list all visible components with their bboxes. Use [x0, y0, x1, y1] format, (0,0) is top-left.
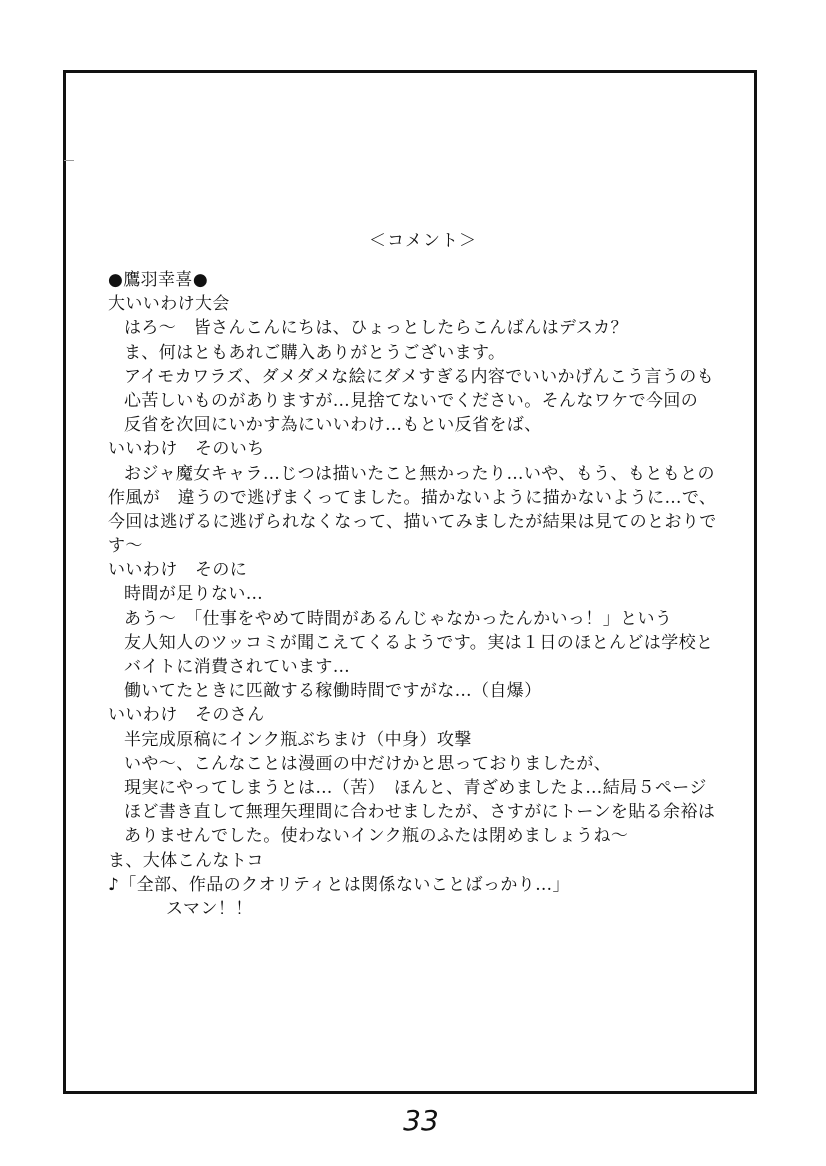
text-line: ●鷹羽幸喜● [108, 270, 209, 290]
text-line: 現実にやってしまうとは…（苦） ほんと、青ざめましたよ…結局５ページ [124, 777, 707, 798]
margin-mark [64, 160, 74, 161]
text-line: 今回は逃げるに逃げられなくなって、描いてみましたが結果は見てのとおりで [108, 511, 717, 532]
text-line: 反省を次回にいかす為にいいわけ…もとい反省をば、 [124, 415, 542, 436]
text-line: 働いてたときに匹敵する稼働時間ですがな…（自爆） [124, 681, 542, 702]
page-number: 33 [403, 1104, 439, 1137]
text-line: ほど書き直して無理矢理間に合わせましたが、さすがにトーンを貼る余裕は [124, 802, 716, 823]
text-line: 半完成原稿にインク瓶ぶちまけ（中身）攻撃 [124, 729, 472, 750]
text-line: 友人知人のツッコミが聞こえてくるようです。実は１日のほとんどは学校と [124, 632, 714, 653]
text-line: バイトに消費されています… [124, 657, 351, 677]
text-line: ♪「全部、作品のクオリティとは関係ないことばっかり…」 [108, 874, 570, 895]
text-line: す～ [108, 536, 143, 557]
text-line: あう～ 「仕事をやめて時間があるんじゃなかったんかいっ！」という [124, 608, 673, 629]
text-line: 心苦しいものがありますが…見捨てないでください。そんなワケで今回の [124, 390, 699, 411]
text-line: 時間が足りない… [124, 584, 264, 605]
text-line: いいわけ そのさん [108, 705, 265, 726]
text-line: アイモカワラズ、ダメダメな絵にダメすぎる内容でいいかげんこう言うのも [124, 366, 715, 387]
comment-heading: ＜コメント＞ [369, 231, 477, 251]
text-line: ま、何はともあれご購入ありがとうございます。 [124, 342, 506, 363]
text-line: いや～、こんなことは漫画の中だけかと思っておりましたが、 [124, 753, 612, 774]
text-line: おジャ魔女キャラ…じつは描いたこと無かったり…いや、もう、もともとの [124, 463, 715, 484]
text-line: 作風が 違うので逃げまくってました。描かないように描かないように…で、 [108, 487, 717, 508]
comment-body [108, 268, 717, 921]
text-line: ま、大体こんなトコ [108, 850, 264, 871]
text-line: 大いいわけ大会 [108, 294, 230, 315]
text-line: いいわけ そのに [108, 560, 248, 581]
text-line: いいわけ そのいち [108, 439, 265, 460]
text-line: スマン！！ [166, 898, 253, 919]
text-line: はろ～ 皆さんこんにちは、ひょっとしたらこんばんはデスカ？ [124, 318, 628, 339]
text-line: ありませんでした。使わないインク瓶のふたは閉めましょうね～ [124, 826, 629, 847]
